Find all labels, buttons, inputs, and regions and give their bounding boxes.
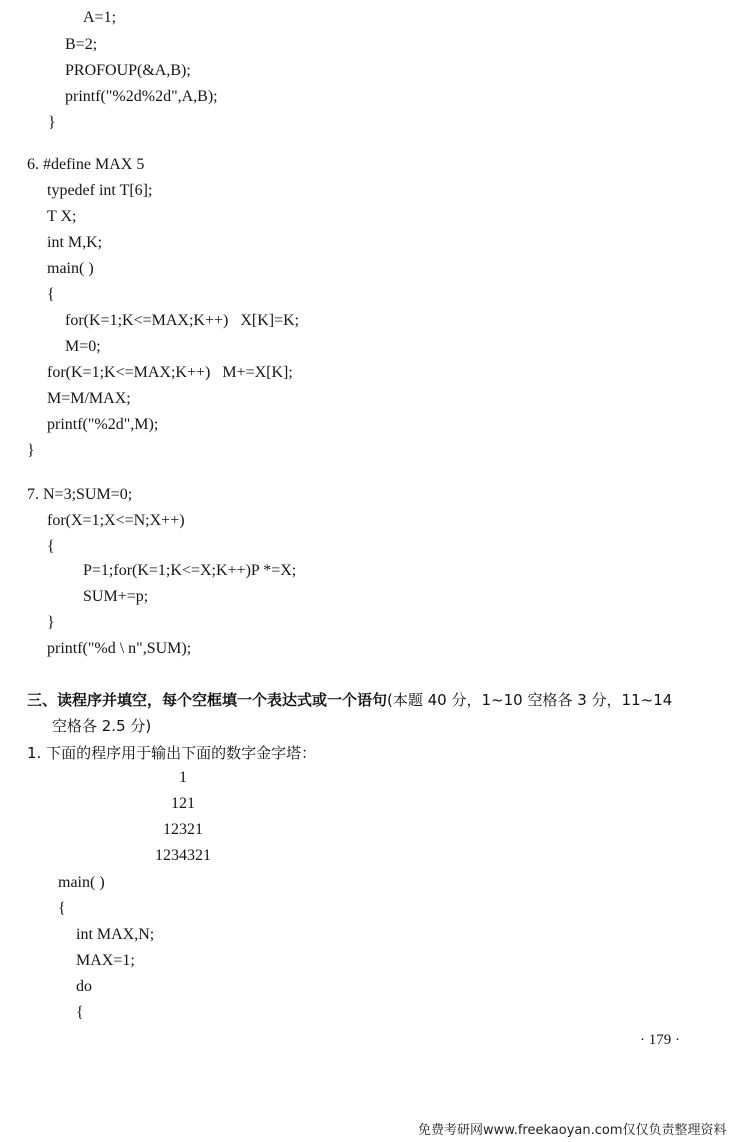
code-line: } xyxy=(47,614,55,631)
code-line: main( ) xyxy=(47,260,94,277)
code-line: printf("%d \ n",SUM); xyxy=(47,640,192,657)
code-line: A=1; xyxy=(83,9,117,26)
code-line: { xyxy=(47,286,55,303)
section-3-title: 三、读程序并填空，每个空框填一个表达式或一个语句 xyxy=(27,691,388,709)
question-1: 1. 下面的程序用于输出下面的数字金字塔： xyxy=(27,744,317,762)
section-3-score-note-cont: 空格各 2.5 分) xyxy=(52,717,152,735)
code-line: SUM+=p; xyxy=(83,588,149,605)
footer-watermark: 免费考研网www.freekaoyan.com仅仅负责整理资料 xyxy=(418,1123,727,1138)
code-line: printf("%2d%2d",A,B); xyxy=(65,88,218,105)
item-7-heading: 7. N=3;SUM=0; xyxy=(27,486,133,503)
section-3-score-note: (本题 40 分，1~10 空格各 3 分，11~14 xyxy=(387,691,673,709)
code-line: do xyxy=(76,978,92,995)
code-line: M=M/MAX; xyxy=(47,390,131,407)
section-3-heading xyxy=(27,690,672,710)
code-line: PROFOUP(&A,B); xyxy=(65,62,191,79)
code-line: } xyxy=(27,442,35,459)
page-number: · 179 · xyxy=(640,1032,680,1048)
code-line: } xyxy=(48,114,56,131)
code-line: MAX=1; xyxy=(76,952,135,969)
code-line: main( ) xyxy=(58,874,105,891)
code-line: B=2; xyxy=(65,36,98,53)
pyramid-row: 12321 xyxy=(163,821,203,838)
pyramid-row: 1234321 xyxy=(155,847,211,864)
item-6-heading: 6. #define MAX 5 xyxy=(27,156,145,173)
code-line: { xyxy=(47,538,55,555)
pyramid-row: 121 xyxy=(171,795,195,812)
code-line: T X; xyxy=(47,208,77,225)
code-line: { xyxy=(76,1004,84,1021)
code-line: typedef int T[6]; xyxy=(47,182,153,199)
code-line: int M,K; xyxy=(47,234,103,251)
code-line: M=0; xyxy=(65,338,101,355)
code-line: for(K=1;K<=MAX;K++) M+=X[K]; xyxy=(47,364,293,381)
pyramid-row: 1 xyxy=(179,769,187,786)
code-line: { xyxy=(58,900,66,917)
code-line: for(X=1;X<=N;X++) xyxy=(47,512,185,529)
code-line: int MAX,N; xyxy=(76,926,155,943)
code-line: for(K=1;K<=MAX;K++) X[K]=K; xyxy=(65,312,300,329)
code-line: printf("%2d",M); xyxy=(47,416,159,433)
section-3-heading-cont xyxy=(52,716,151,736)
code-line: P=1;for(K=1;K<=X;K++)P *=X; xyxy=(83,562,297,579)
